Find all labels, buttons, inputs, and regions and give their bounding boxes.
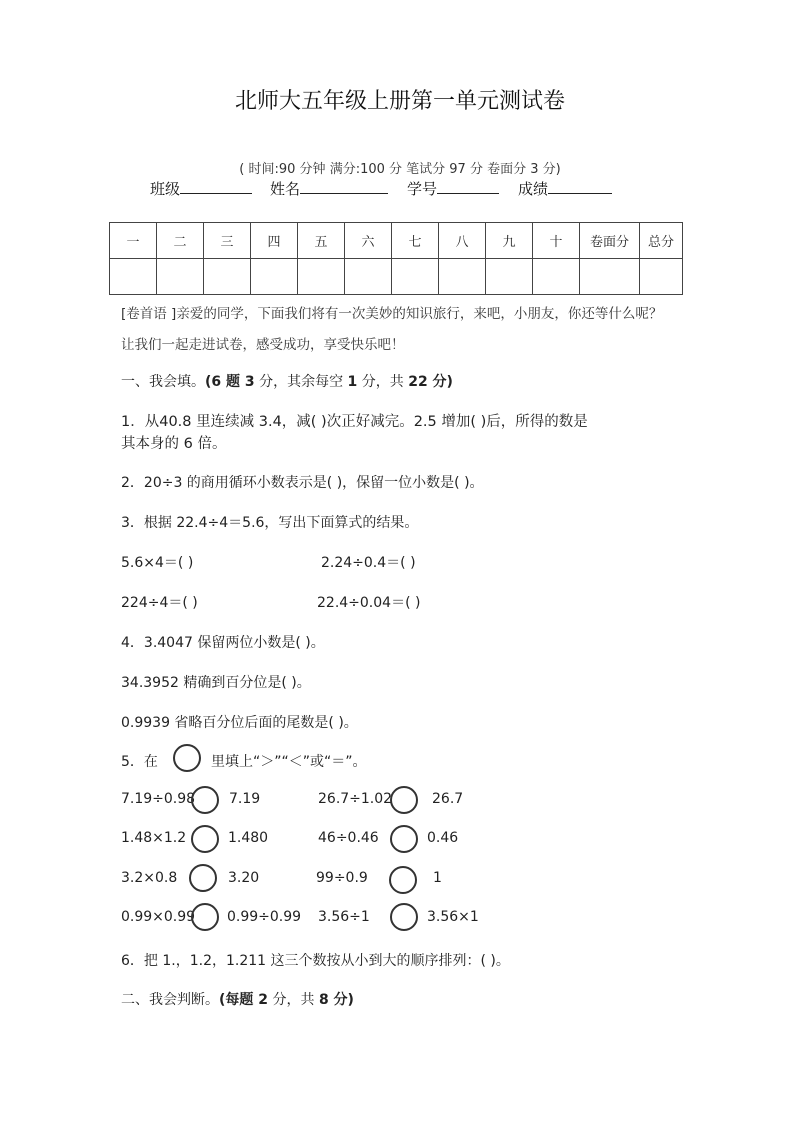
score-table — [109, 222, 683, 295]
q4-c: 0.9939 省略百分位后面的尾数是( )。 — [121, 715, 358, 731]
q5-answer-circle[interactable] — [191, 903, 219, 931]
q3-item-b: 2.24÷0.4＝( ) — [321, 555, 416, 571]
q1-line-2: 其本身的 6 倍。 — [121, 436, 227, 452]
q5-right-expr: 3.56÷1 — [318, 909, 370, 925]
q3-item-a: 5.6×4＝( ) — [121, 555, 194, 571]
score-cell[interactable] — [439, 259, 486, 295]
field-id-label: 学号 — [407, 180, 438, 198]
q3: 3．根据 22.4÷4＝5.6，写出下面算式的结果。 — [121, 515, 419, 531]
field-score-blank[interactable] — [548, 179, 612, 194]
q5-right-value: 3.56×1 — [427, 909, 479, 925]
field-class-label: 班级 — [150, 180, 181, 198]
q5-answer-circle[interactable] — [389, 866, 417, 894]
q5-prefix: 5．在 — [121, 754, 158, 770]
q1-line-1: 1．从40.8 里连续减 3.4，减( )次正好减完。2.5 增加( )后，所得的数是 — [121, 414, 588, 430]
section-1-note: 分，共 — [357, 374, 409, 390]
q5-left-expr: 1.48×1.2 — [121, 830, 187, 846]
score-cell[interactable] — [580, 259, 640, 295]
q5-right-expr: 99÷0.9 — [316, 870, 368, 886]
score-header-cell: 五 — [298, 223, 345, 259]
section-2-heading — [121, 989, 354, 1009]
section-2-note: 分) — [328, 992, 354, 1008]
score-cell[interactable] — [204, 259, 251, 295]
q5-left-value: 1.480 — [228, 830, 269, 846]
score-header-cell: 总分 — [640, 223, 683, 259]
score-cell[interactable] — [486, 259, 533, 295]
score-header-cell: 一 — [110, 223, 157, 259]
score-header-cell: 八 — [439, 223, 486, 259]
section-1-note: 分) — [427, 374, 453, 390]
preface-line-1: [卷首语 ]亲爱的同学，下面我们将有一次美妙的知识旅行，来吧，小朋友，你还等什么呢？ — [121, 306, 663, 322]
exam-meta: ( 时间:90 分钟 满分:100 分 笔试分 97 分 卷面分 3 分) — [239, 162, 561, 177]
score-header-cell: 六 — [345, 223, 392, 259]
q5-answer-circle[interactable] — [390, 786, 418, 814]
score-cell[interactable] — [110, 259, 157, 295]
score-header-cell: 七 — [392, 223, 439, 259]
q5-right-value: 26.7 — [432, 791, 464, 807]
page-title: 北师大五年级上册第一单元测试卷 — [234, 89, 565, 114]
q5-answer-circle[interactable] — [390, 825, 418, 853]
section-1-note: 分，其余每空 — [254, 374, 348, 390]
score-header-cell: 三 — [204, 223, 251, 259]
score-cell[interactable] — [640, 259, 683, 295]
score-header-cell: 卷面分 — [580, 223, 640, 259]
section-2-prefix: 二、我会判断。 — [121, 992, 219, 1008]
q5-right-value: 1 — [433, 870, 442, 886]
field-name-label: 姓名 — [270, 180, 301, 198]
section-1-num: 3 — [244, 374, 255, 390]
q6: 6．把 1.，1.2，1.211 这三个数按从小到大的顺序排列：( )。 — [121, 953, 510, 969]
q5-left-value: 0.99÷0.99 — [227, 909, 302, 925]
score-cell[interactable] — [251, 259, 298, 295]
q5-example-circle — [173, 744, 201, 772]
score-header-cell: 十 — [533, 223, 580, 259]
q5-left-value: 3.20 — [228, 870, 260, 886]
q5-answer-circle[interactable] — [390, 903, 418, 931]
section-2-num: 2 — [258, 992, 269, 1008]
score-header-cell: 二 — [157, 223, 204, 259]
section-2-note: 分，共 — [268, 992, 319, 1008]
q5-answer-circle[interactable] — [191, 825, 219, 853]
q3-item-c: 224÷4＝( ) — [121, 595, 198, 611]
field-id — [407, 178, 499, 199]
score-cell[interactable] — [392, 259, 439, 295]
q5-suffix: 里填上“＞”“＜”或“＝”。 — [211, 754, 367, 770]
q5-left-value: 7.19 — [229, 791, 261, 807]
score-cell[interactable] — [533, 259, 580, 295]
field-score — [518, 178, 612, 199]
section-2-num: 8 — [318, 992, 329, 1008]
field-class-blank[interactable] — [180, 179, 252, 194]
section-1-heading — [121, 371, 453, 391]
score-cell[interactable] — [345, 259, 392, 295]
field-id-blank[interactable] — [437, 179, 499, 194]
q4-a: 4．3.4047 保留两位小数是( )。 — [121, 635, 325, 651]
section-1-prefix: 一、我会填。 — [121, 374, 205, 390]
score-value-row — [110, 259, 683, 295]
preface-line-2: 让我们一起走进试卷，感受成功，享受快乐吧！ — [121, 337, 405, 353]
q5-left-expr: 7.19÷0.98 — [121, 791, 196, 807]
q5-answer-circle[interactable] — [189, 864, 217, 892]
field-name — [270, 178, 388, 199]
q5-right-expr: 46÷0.46 — [318, 830, 379, 846]
q5-answer-circle[interactable] — [191, 786, 219, 814]
score-header-cell: 四 — [251, 223, 298, 259]
q5-left-expr: 3.2×0.8 — [121, 870, 178, 886]
q3-item-d: 22.4÷0.04＝( ) — [317, 595, 421, 611]
q2: 2．20÷3 的商用循环小数表示是( )，保留一位小数是( )。 — [121, 475, 484, 491]
section-2-note: (每题 — [219, 992, 259, 1008]
section-1-num: 22 — [408, 374, 428, 390]
q5-right-value: 0.46 — [427, 830, 459, 846]
score-cell[interactable] — [298, 259, 345, 295]
field-name-blank[interactable] — [300, 179, 388, 194]
score-header-row — [110, 223, 683, 259]
q4-b: 34.3952 精确到百分位是( )。 — [121, 675, 311, 691]
score-header-cell: 九 — [486, 223, 533, 259]
score-cell[interactable] — [157, 259, 204, 295]
section-1-note: (6 题 — [205, 374, 245, 390]
field-score-label: 成绩 — [518, 180, 549, 198]
field-class — [150, 178, 252, 199]
q5-right-expr: 26.7÷1.02 — [318, 791, 393, 807]
section-1-num: 1 — [347, 374, 358, 390]
q5-left-expr: 0.99×0.99 — [121, 909, 196, 925]
